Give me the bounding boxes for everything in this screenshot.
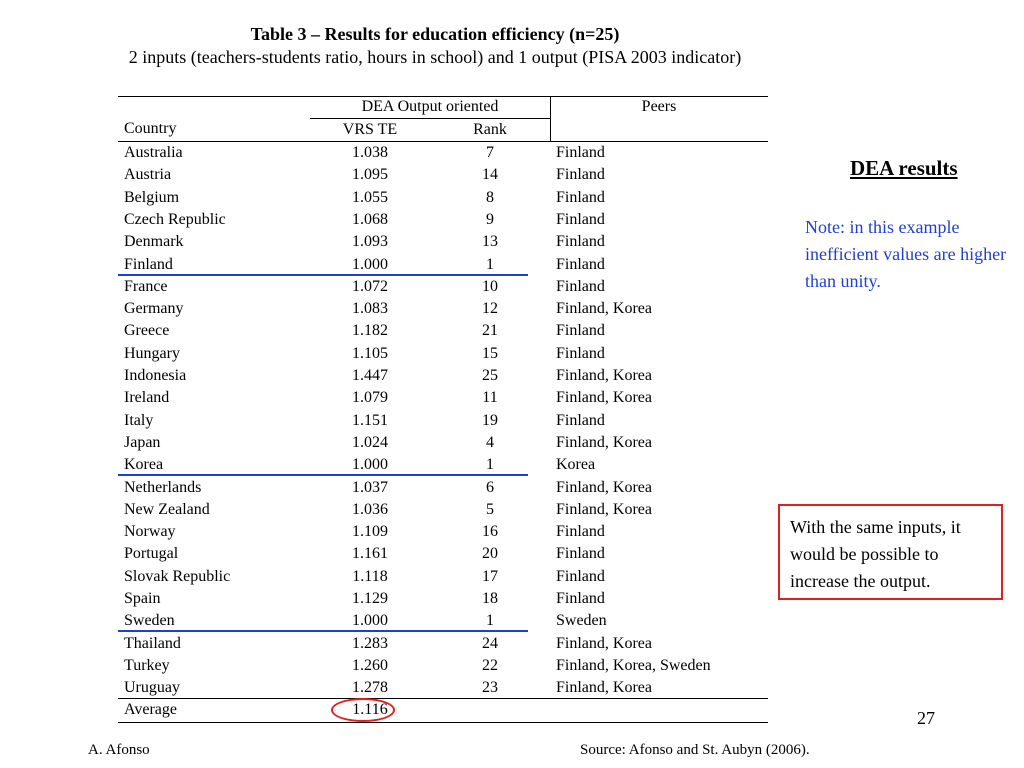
rank-cell: 15: [482, 344, 498, 362]
rank-cell: 4: [486, 433, 494, 451]
peers-header: Peers: [641, 98, 677, 115]
vrs-cell: 1.072: [352, 277, 388, 295]
country-cell: Australia: [124, 144, 183, 161]
vrs-cell: 1.000: [352, 612, 388, 630]
vrs-cell: 1.038: [352, 144, 388, 161]
peers-cell: Finland: [556, 322, 605, 340]
vrs-cell: 1.118: [352, 567, 388, 585]
average-highlight-circle: [331, 698, 395, 722]
vrs-cell: 1.024: [352, 433, 388, 451]
country-cell: Korea: [124, 456, 164, 474]
peers-cell: Finland, Korea, Sweden: [556, 656, 711, 674]
rank-cell: 1: [486, 612, 494, 630]
peers-cell: Finland: [556, 344, 605, 362]
country-cell: Uruguay: [124, 679, 180, 697]
vrs-cell: 1.095: [352, 166, 388, 184]
peers-cell: Finland: [556, 277, 605, 295]
country-cell: Slovak Republic: [124, 567, 231, 585]
rank-cell: 25: [482, 367, 498, 384]
rank-cell: 18: [482, 590, 498, 607]
vrs-header: VRS TE: [342, 121, 398, 138]
peers-cell: Finland: [556, 188, 605, 206]
vrs-cell: 1.036: [352, 500, 388, 518]
rank-cell: 22: [482, 656, 498, 674]
country-cell: Portugal: [124, 545, 179, 563]
average-top-rule: [118, 698, 768, 699]
country-cell: Italy: [124, 411, 154, 429]
vrs-cell: 1.079: [352, 389, 388, 407]
country-cell: Czech Republic: [124, 210, 226, 228]
average-label: Average: [124, 701, 177, 718]
footer-source: Source: Afonso and St. Aubyn (2006).: [580, 742, 810, 758]
rank-cell: 1: [486, 255, 494, 273]
rank-cell: 16: [482, 523, 498, 541]
peers-cell: Finland, Korea: [556, 634, 652, 652]
country-cell: Hungary: [124, 344, 180, 362]
rank-cell: 13: [482, 233, 498, 251]
country-cell: Indonesia: [124, 367, 187, 384]
rank-cell: 1: [486, 456, 494, 474]
vrs-cell: 1.151: [352, 411, 388, 429]
rank-cell: 24: [482, 634, 498, 652]
vrs-cell: 1.109: [352, 523, 388, 541]
rank-cell: 7: [486, 144, 494, 161]
country-cell: Belgium: [124, 188, 180, 206]
rank-header: Rank: [473, 121, 507, 138]
country-cell: Thailand: [124, 634, 181, 652]
country-header: Country: [124, 120, 177, 137]
vrs-cell: 1.260: [352, 656, 388, 674]
country-cell: Norway: [124, 523, 176, 541]
rank-cell: 19: [482, 411, 498, 429]
rank-cell: 20: [482, 545, 498, 563]
peers-cell: Finland, Korea: [556, 300, 652, 318]
callout-box: With the same inputs, it would be possible to increase the output.: [778, 504, 1003, 600]
vrs-cell: 1.000: [352, 255, 388, 273]
peers-cell: Finland: [556, 166, 605, 184]
vrs-cell: 1.068: [352, 210, 388, 228]
peers-cell: Finland: [556, 567, 605, 585]
country-cell: France: [124, 277, 168, 295]
peers-cell: Sweden: [556, 612, 607, 630]
peers-cell: Finland: [556, 545, 605, 563]
rank-cell: 12: [482, 300, 498, 318]
rank-cell: 10: [482, 277, 498, 295]
vrs-cell: 1.278: [352, 679, 388, 697]
peers-cell: Finland: [556, 233, 605, 251]
footer-author: A. Afonso: [88, 742, 150, 758]
peers-cell: Finland, Korea: [556, 478, 652, 496]
peers-cell: Finland, Korea: [556, 433, 652, 451]
country-cell: Turkey: [124, 656, 170, 674]
rank-cell: 23: [482, 679, 498, 697]
slide-subtitle: 2 inputs (teachers-students ratio, hours in school) and 1 output (PISA 2003 indicator): [128, 47, 742, 67]
vrs-cell: 1.093: [352, 233, 388, 251]
country-cell: Austria: [124, 166, 172, 184]
country-cell: Sweden: [124, 612, 175, 630]
rank-cell: 17: [482, 567, 498, 585]
peers-cell: Finland: [556, 255, 605, 273]
peers-cell: Finland, Korea: [556, 500, 652, 518]
slide-title: Table 3 – Results for education efficiency (n=25): [250, 24, 620, 44]
country-cell: Netherlands: [124, 478, 202, 496]
peers-cell: Finland, Korea: [556, 367, 652, 384]
note-text: Note: in this example inefficient values are higher than unity.: [805, 217, 1007, 291]
vrs-cell: 1.447: [352, 367, 388, 384]
rank-cell: 8: [486, 188, 494, 206]
peers-cell: Finland: [556, 523, 605, 541]
vrs-cell: 1.105: [352, 344, 388, 362]
peers-cell: Finland, Korea: [556, 389, 652, 407]
rank-cell: 6: [486, 478, 494, 496]
peers-cell: Korea: [556, 456, 596, 474]
country-cell: Denmark: [124, 233, 184, 251]
vrs-cell: 1.037: [352, 478, 388, 496]
peers-cell: Finland: [556, 590, 605, 607]
peers-cell: Finland: [556, 144, 605, 161]
country-cell: Germany: [124, 300, 184, 318]
peers-cell: Finland: [556, 210, 605, 228]
country-cell: Greece: [124, 322, 170, 340]
results-table: [118, 94, 768, 724]
country-cell: Ireland: [124, 389, 170, 407]
vrs-cell: 1.129: [352, 590, 388, 607]
rank-cell: 5: [486, 500, 494, 518]
peers-cell: Finland: [556, 411, 605, 429]
country-cell: Finland: [124, 255, 173, 273]
vrs-cell: 1.182: [352, 322, 388, 340]
group-header: DEA Output oriented: [361, 98, 499, 115]
dea-results-heading: DEA results: [850, 156, 958, 180]
vrs-cell: 1.000: [352, 456, 388, 474]
rank-cell: 9: [486, 210, 494, 228]
rank-cell: 21: [482, 322, 498, 340]
page-number: 27: [917, 708, 935, 728]
average-value: 1.116: [352, 701, 388, 718]
vrs-cell: 1.161: [352, 545, 388, 563]
rank-cell: 11: [482, 389, 498, 407]
vrs-cell: 1.083: [352, 300, 388, 318]
vrs-cell: 1.055: [352, 188, 388, 206]
country-cell: New Zealand: [124, 500, 210, 518]
table-bottom-rule: [118, 722, 768, 723]
vrs-cell: 1.283: [352, 634, 388, 652]
rank-cell: 14: [482, 166, 498, 184]
country-cell: Spain: [124, 590, 161, 607]
peers-cell: Finland, Korea: [556, 679, 652, 697]
country-cell: Japan: [124, 433, 161, 451]
